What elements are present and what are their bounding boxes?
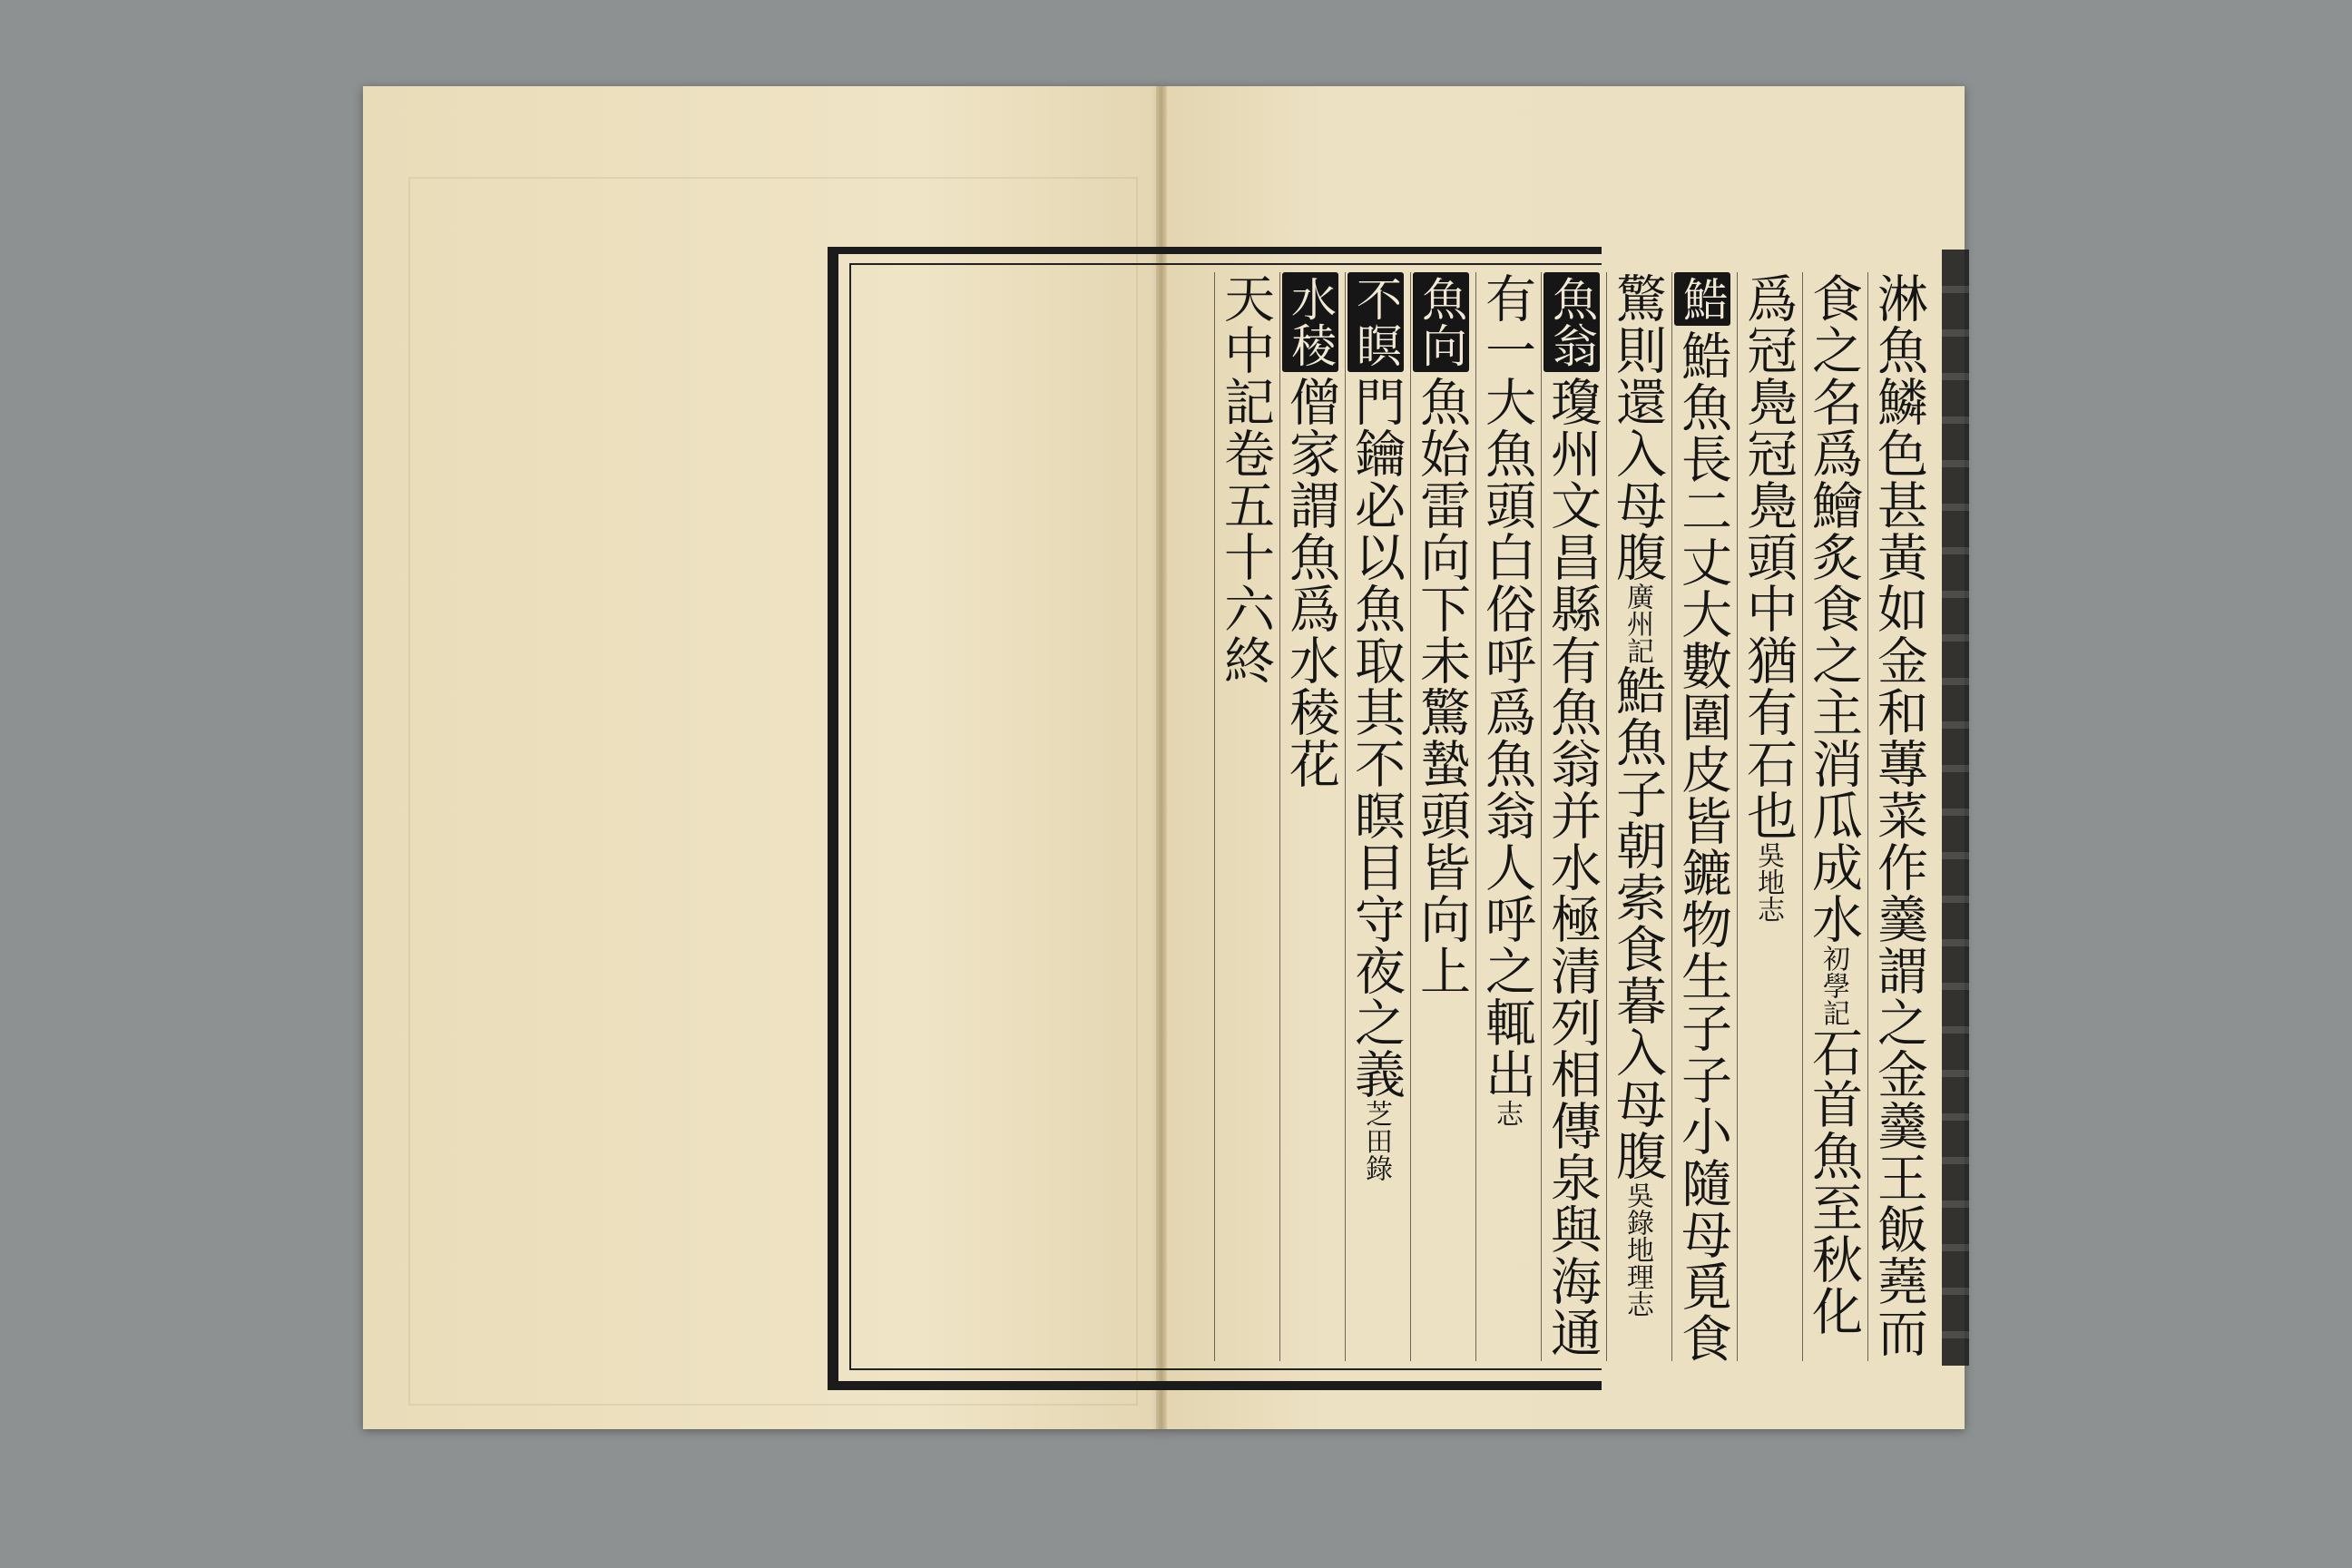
text-column-9 [1345,272,1406,1361]
text-column-2 [1802,272,1863,1361]
column-note: 芝田錄 [1360,1100,1392,1181]
text-column-1 [1867,272,1928,1361]
column-text: 魚向魚始雷向下未驚蟄頭皆向上 [1411,272,1471,996]
column-text: 淋魚鱗色甚黃如金和蓴菜作羹謂之金羹王飯蕘而 [1869,272,1928,1358]
column-text: 食之名爲鱠炙食之主消瓜成水初學記石首魚至秋化 [1804,272,1863,1337]
column-text: 天中記卷五十六終 [1216,272,1275,686]
column-note: 吳錄地理志 [1622,1181,1653,1318]
entry-heading: 魚向 [1413,272,1469,372]
column-note: 初學記 [1818,945,1849,1026]
text-column-10 [1279,272,1340,1361]
column-note: 廣州記 [1622,583,1653,664]
column-text: 水稜僧家謂魚爲水稜花 [1280,272,1340,789]
column-text: 鯌鯌魚長二丈大數圍皮皆鏕物生子子小隨母覓食 [1672,272,1732,1364]
entry-heading: 水稜 [1282,272,1338,372]
text-column-4 [1671,272,1732,1364]
text-column-8 [1410,272,1471,1361]
text-column-11 [1214,272,1275,1361]
text-column-7 [1475,272,1536,1361]
page-edge-margin [1942,250,1969,1366]
text-column-6 [1541,272,1602,1361]
column-text: 驚則還入母腹廣州記鯌魚子朝索食暮入母腹吳錄地理志 [1608,272,1667,1318]
column-note: 志 [1491,1100,1523,1127]
entry-heading: 鯌 [1674,272,1730,326]
entry-heading: 不瞑 [1348,272,1404,372]
text-column-3 [1737,272,1798,1361]
column-note: 吳地志 [1752,841,1784,923]
column-text: 有一大魚頭白俗呼爲魚翁人呼之輒出志 [1477,272,1536,1127]
column-text: 魚翁瓊州文昌縣有魚翁并水極清列相傳泉與海通 [1542,272,1602,1358]
column-text: 不瞑門鑰必以魚取其不瞑目守夜之義芝田錄 [1346,272,1406,1181]
entry-heading: 魚翁 [1544,272,1600,372]
text-column-5 [1606,272,1667,1361]
column-text: 爲冠鳧冠鳧頭中猶有石也吳地志 [1739,272,1798,923]
